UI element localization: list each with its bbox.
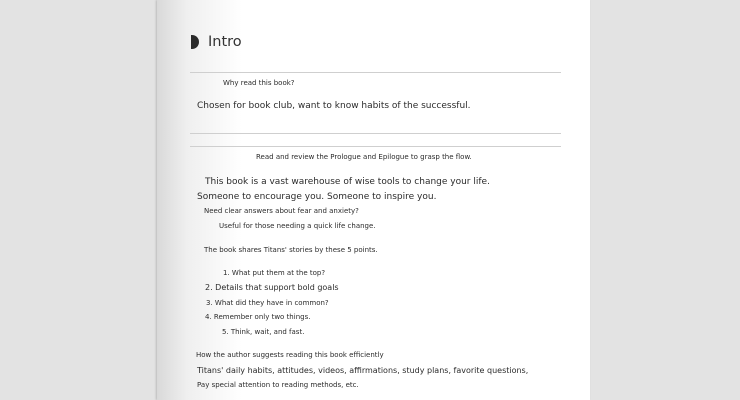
list-item: 2. Details that support bold goals [205, 283, 339, 292]
document-page [157, 0, 590, 400]
text-line: Someone to encourage you. Someone to inspire you. [197, 192, 437, 202]
list-item: 3. What did they have in common? [206, 299, 329, 307]
reading-tip: Read and review the Prologue and Epilogue to grasp the flow. [256, 153, 472, 161]
list-item: 1. What put them at the top? [223, 269, 326, 277]
divider [190, 146, 561, 147]
text-line: Useful for those needing a quick life change. [219, 222, 376, 230]
callout-answer: Chosen for book club, want to know habits of the successful. [197, 101, 471, 111]
text-line: Titans' daily habits, attitudes, videos, affirmations, study plans, favorite questions, [197, 366, 529, 375]
half-circle-icon [191, 35, 199, 49]
text-line: This book is a vast warehouse of wise tools to change your life. [205, 177, 490, 187]
list-item: 4. Remember only two things. [205, 313, 311, 321]
page-title: Intro [208, 34, 242, 50]
divider [190, 133, 561, 134]
list-item: 5. Think, wait, and fast. [222, 328, 305, 336]
text-line: Pay special attention to reading methods, etc. [197, 381, 359, 389]
text-line: The book shares Titans' stories by these 5 points. [204, 246, 378, 254]
text-line: Need clear answers about fear and anxiety? [204, 207, 359, 215]
text-line: How the author suggests reading this book efficiently [196, 351, 384, 359]
divider [190, 72, 561, 73]
page-header [191, 34, 242, 50]
callout-question: Why read this book? [223, 79, 295, 87]
